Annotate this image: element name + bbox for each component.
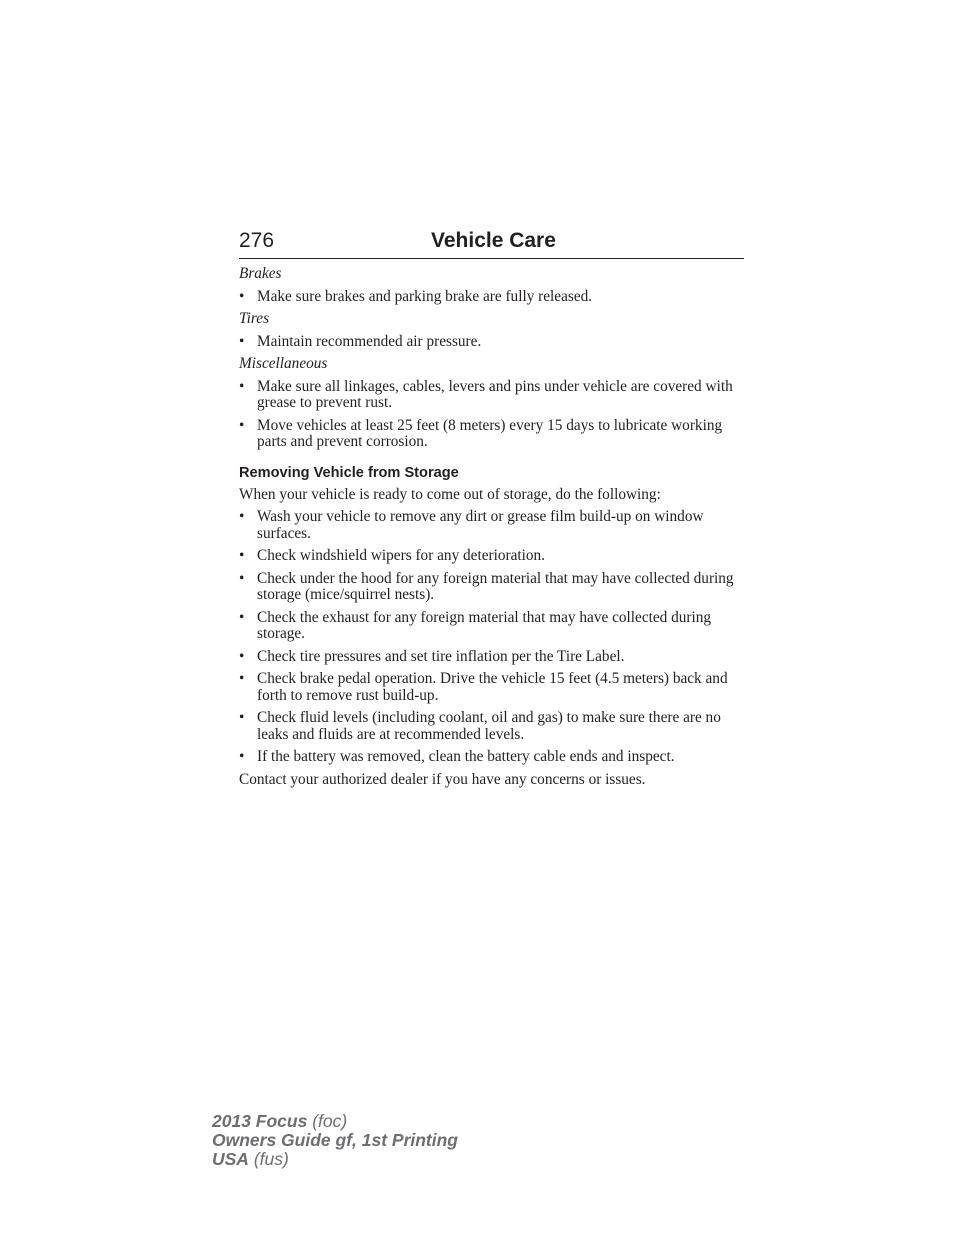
list-item-text: Check brake pedal operation. Drive the vehicle 15 feet (4.5 meters) back and forth to remove rust build-up. [257, 670, 728, 704]
list-item-text: Make sure all linkages, cables, levers and pins under vehicle are covered with grease to prevent rust. [257, 377, 733, 411]
subheading-brakes: Brakes [239, 265, 282, 282]
intro-paragraph: When your vehicle is ready to come out of storage, do the following: [239, 485, 661, 503]
bullet-icon: • [239, 287, 245, 305]
page-content [239, 266, 749, 794]
footer-model-name: 2013 Focus [212, 1111, 308, 1131]
list-item [239, 710, 749, 743]
list-item-text: Maintain recommended air pressure. [257, 332, 482, 350]
list-item-text: Check under the hood for any foreign material that may have collected during storage (mice/squirrel nests). [257, 569, 734, 603]
footer-model-code: (foc) [312, 1111, 348, 1131]
document-footer [212, 1112, 458, 1169]
bullet-icon: • [239, 547, 245, 564]
page-header [239, 228, 744, 259]
footer-market-name: USA [212, 1149, 249, 1169]
list-item [239, 548, 749, 565]
list-item [239, 749, 749, 766]
list-item-text: If the battery was removed, clean the battery cable ends and inspect. [257, 748, 675, 765]
bullet-icon: • [239, 709, 245, 726]
list-item [239, 610, 749, 643]
subheading-tires: Tires [239, 310, 270, 327]
list-item [239, 571, 749, 604]
list-item [239, 509, 749, 542]
bullet-icon: • [239, 647, 245, 665]
list-item [239, 334, 749, 351]
list-item [239, 289, 749, 306]
footer-market-code: (fus) [253, 1149, 289, 1169]
footer-line-model [212, 1112, 458, 1131]
bullet-icon: • [239, 748, 245, 765]
list-item-text: Check windshield wipers for any deterioration. [257, 547, 546, 564]
list-item [239, 649, 749, 666]
footer-line-market [212, 1150, 458, 1169]
subheading-miscellaneous: Miscellaneous [239, 355, 328, 372]
bullet-icon: • [239, 608, 245, 626]
closing-paragraph: Contact your authorized dealer if you have any concerns or issues. [239, 770, 646, 788]
bullet-icon: • [239, 569, 245, 587]
bullet-icon: • [239, 377, 245, 395]
bullet-icon: • [239, 508, 245, 525]
bullet-list-miscellaneous [239, 379, 749, 451]
list-item [239, 671, 749, 704]
list-item [239, 418, 749, 451]
list-item-text: Make sure brakes and parking brake are fully released. [257, 287, 593, 305]
footer-line-guide [212, 1131, 458, 1150]
list-item-text: Wash your vehicle to remove any dirt or grease film build-up on window surfaces. [257, 508, 704, 542]
bullet-list-removing [239, 509, 749, 766]
list-item-text: Check tire pressures and set tire inflation per the Tire Label. [257, 647, 625, 665]
bullet-icon: • [239, 332, 245, 350]
page-number: 276 [239, 229, 275, 252]
list-item-text: Check the exhaust for any foreign material that may have collected during storage. [257, 608, 712, 642]
bullet-list-brakes [239, 289, 749, 306]
bullet-list-tires [239, 334, 749, 351]
bullet-icon: • [239, 416, 245, 434]
section-title: Vehicle Care [431, 229, 556, 252]
list-item-text: Move vehicles at least 25 feet (8 meters) every 15 days to lubricate working parts and prevent corrosion. [257, 416, 723, 450]
footer-guide-name: Owners Guide gf, 1st Printing [212, 1130, 458, 1150]
list-item-text: Check fluid levels (including coolant, oil and gas) to make sure there are no leaks and fluids are at recommended levels. [257, 709, 721, 743]
heading-removing-vehicle: Removing Vehicle from Storage [239, 464, 459, 481]
list-item [239, 379, 749, 412]
bullet-icon: • [239, 670, 245, 687]
